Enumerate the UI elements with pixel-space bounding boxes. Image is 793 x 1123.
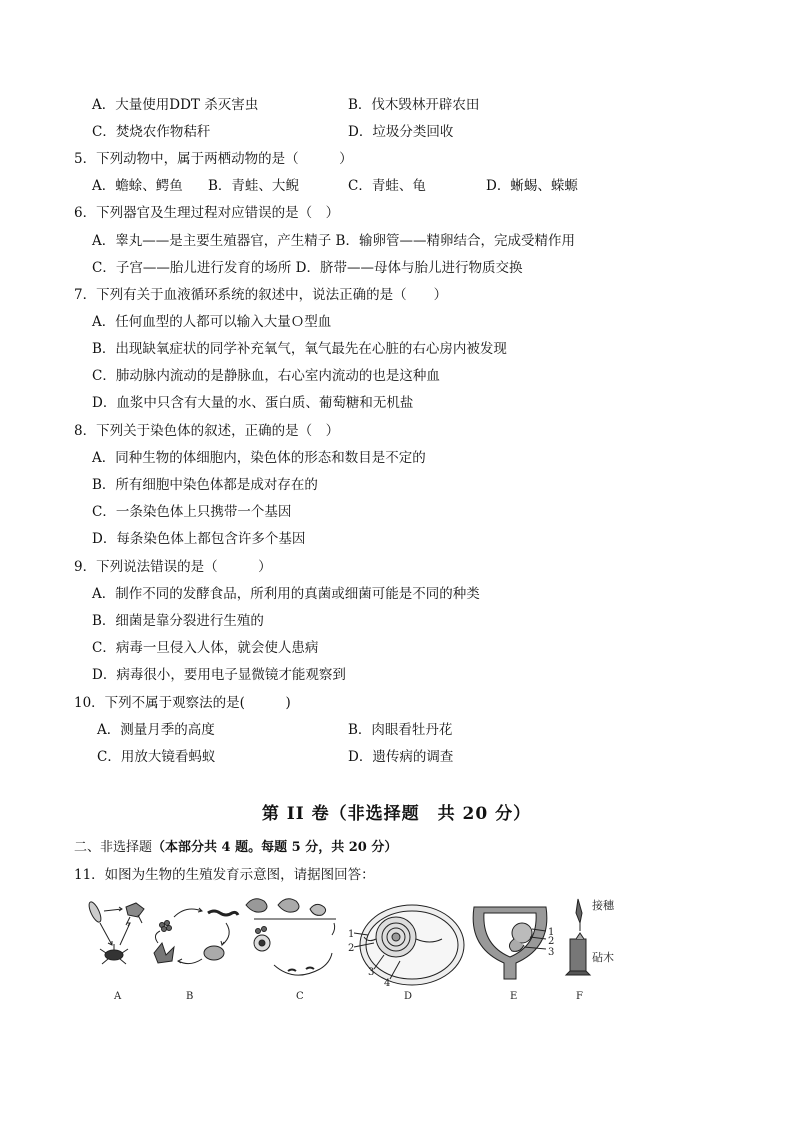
q5-option-d: D．蜥蜴、蝾螈 xyxy=(486,178,578,194)
figure-e-number-3: 3 xyxy=(548,947,555,958)
q7-option-a: A．任何血型的人都可以输入大量Ｏ型血 xyxy=(92,314,332,330)
q8-stem: 8．下列关于染色体的叙述，正确的是（ ） xyxy=(74,423,340,439)
q10-option-a: A．测量月季的高度 xyxy=(97,722,215,738)
q9-option-a: A．制作不同的发酵食品，所利用的真菌或细菌可能是不同的种类 xyxy=(92,586,480,602)
figure-f-scion-label: 接穗 xyxy=(592,899,614,912)
figure-label-a: A xyxy=(114,991,122,1002)
figure-e-number-2: 2 xyxy=(548,936,555,947)
figure-label-d: D xyxy=(404,991,413,1002)
q4-option-d: D．垃圾分类回收 xyxy=(348,124,454,140)
q11-stem: 11．如图为生物的生殖发育示意图，请据图回答： xyxy=(74,867,375,883)
figure-d-number-1: 1 xyxy=(348,929,355,940)
q5-option-c: C．青蛙、龟 xyxy=(348,178,426,194)
section-2-title: 第 II 卷（非选择题 共 20 分） xyxy=(261,804,532,824)
figure-e-human-fetus xyxy=(473,907,554,979)
section-2-heading-note: （本部分共 4 题。每题 5 分，共 20 分） xyxy=(152,840,398,855)
figure-label-c: C xyxy=(296,991,304,1002)
q4-option-a: A．大量使用DDT 杀灭害虫 xyxy=(92,97,259,113)
q9-stem: 9．下列说法错误的是（ ） xyxy=(74,559,272,575)
q8-option-b: B．所有细胞中染色体都是成对存在的 xyxy=(92,477,318,493)
q9-option-d: D．病毒很小，要用电子显微镜才能观察到 xyxy=(92,667,346,683)
figure-f-stock-label: 砧木 xyxy=(592,951,614,964)
reproduction-figures xyxy=(78,895,638,1005)
figure-e-number-1: 1 xyxy=(548,927,555,938)
q7-option-c: C．肺动脉内流动的是静脉血，右心室内流动的也是这种血 xyxy=(92,368,440,384)
figure-d-number-4: 4 xyxy=(384,978,391,989)
figure-label-f: F xyxy=(576,991,583,1002)
section-2-heading-label: 二、非选择题 xyxy=(74,840,153,855)
q10-option-b: B．肉眼看牡丹花 xyxy=(348,722,453,738)
q7-option-b: B．出现缺氧症状的同学补充氧气，氧气最先在心脏的右心房内被发现 xyxy=(92,341,507,357)
q5-option-a: A．蟾蜍、鳄鱼 xyxy=(92,178,183,194)
figure-a-insect-cycle xyxy=(87,900,144,964)
q7-option-d: D．血浆中只含有大量的水、蛋白质、葡萄糖和无机盐 xyxy=(92,395,414,411)
q4-option-c: C．焚烧农作物秸秆 xyxy=(92,124,211,140)
figure-label-e: E xyxy=(510,991,518,1002)
q6-stem: 6．下列器官及生理过程对应错误的是（ ） xyxy=(74,205,340,221)
figure-b-butterfly-cycle xyxy=(154,908,238,964)
figure-f-grafting xyxy=(566,898,615,975)
q10-option-d: D．遗传病的调查 xyxy=(348,749,454,765)
q7-stem: 7．下列有关于血液循环系统的叙述中，说法正确的是（ ） xyxy=(74,287,448,303)
q6-options-cd: C．子宫——胎儿进行发育的场所 D．脐带——母体与胎儿进行物质交换 xyxy=(92,260,523,276)
q9-option-b: B．细菌是靠分裂进行生殖的 xyxy=(92,613,264,629)
q6-options-ab: A．睾丸——是主要生殖器官，产生精子 B．输卵管——精卵结合，完成受精作用 xyxy=(92,233,575,249)
figure-d-number-3: 3 xyxy=(368,967,375,978)
section-2-heading xyxy=(74,839,397,857)
figure-label-b: B xyxy=(186,991,194,1002)
figure-d-bird-egg xyxy=(348,905,464,989)
q8-option-d: D．每条染色体上都包含许多个基因 xyxy=(92,531,306,547)
q9-option-c: C．病毒一旦侵入人体，就会使人患病 xyxy=(92,640,319,656)
figure-c-frog-cycle xyxy=(246,899,336,975)
figure-d-number-2: 2 xyxy=(348,943,355,954)
q10-stem: 10．下列不属于观察法的是( ) xyxy=(74,695,291,711)
q8-option-a: A．同种生物的体细胞内，染色体的形态和数目是不定的 xyxy=(92,450,426,466)
q5-option-b: B．青蛙、大鲵 xyxy=(208,178,299,194)
q4-option-b: B．伐木毁林开辟农田 xyxy=(348,97,480,113)
q10-option-c: C．用放大镜看蚂蚁 xyxy=(97,749,216,765)
q5-stem: 5．下列动物中，属于两栖动物的是（ ） xyxy=(74,151,353,167)
q8-option-c: C．一条染色体上只携带一个基因 xyxy=(92,504,292,520)
